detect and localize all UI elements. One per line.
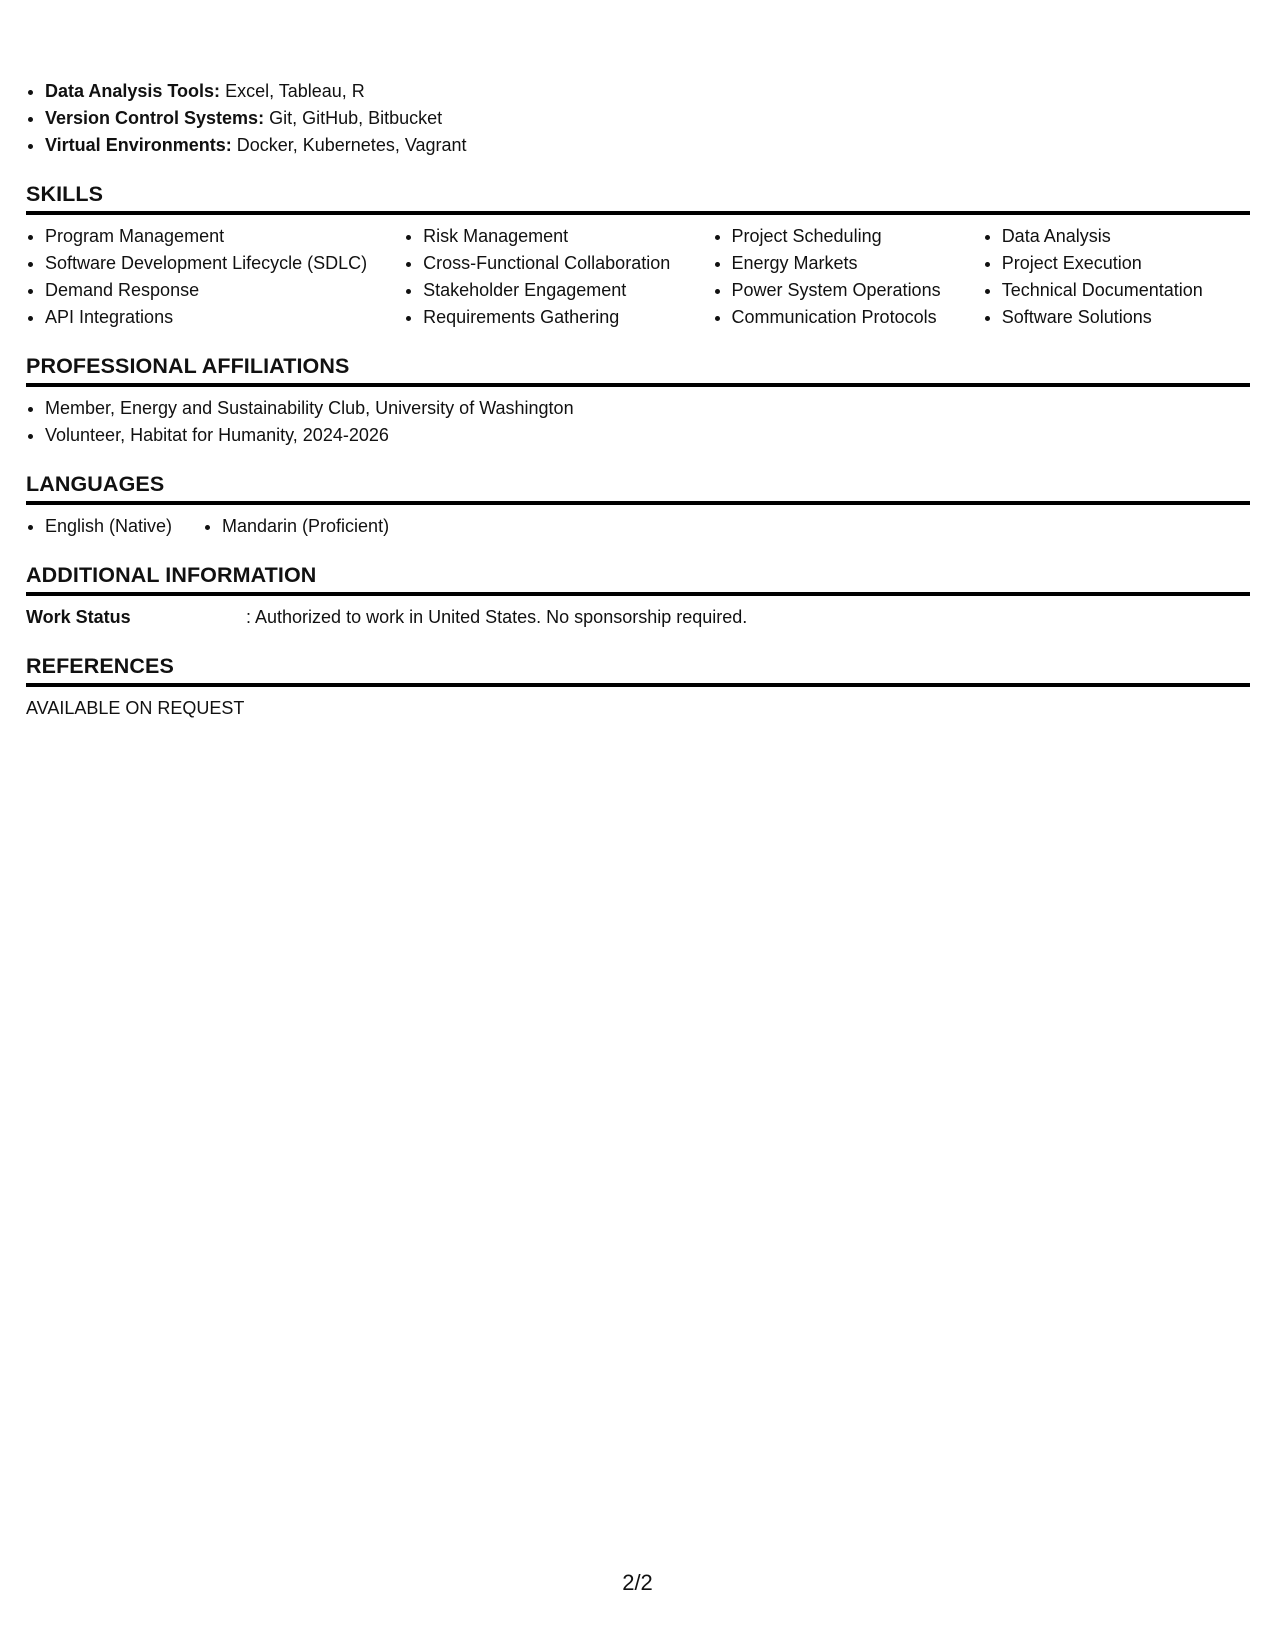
section-divider — [26, 592, 1250, 596]
list-item: • Demand Response — [45, 277, 404, 304]
list-item — [45, 78, 1250, 105]
list-item: • Program Management — [45, 223, 404, 250]
tool-category-label: Version Control Systems: — [45, 108, 265, 128]
list-item: • Project Scheduling — [732, 223, 983, 250]
tool-values: Excel, Tableau, R — [225, 81, 365, 101]
list-item: • Data Analysis — [1002, 223, 1250, 250]
tool-values: Git, GitHub, Bitbucket — [269, 108, 443, 128]
work-status-row — [26, 604, 1250, 631]
section-heading: REFERENCES — [26, 654, 174, 678]
list-item: • Project Execution — [1002, 250, 1250, 277]
list-item: • Software Development Lifecycle (SDLC) — [45, 250, 404, 277]
affiliations-list — [26, 395, 1250, 449]
tool-category-label: Data Analysis Tools: — [45, 81, 221, 101]
section-heading: ADDITIONAL INFORMATION — [26, 563, 317, 587]
tools-list — [26, 78, 1250, 159]
skills-column — [404, 223, 712, 331]
list-item: • English (Native) — [45, 513, 203, 540]
work-status-value: : Authorized to work in United States. No sponsorship required. — [246, 607, 748, 627]
skills-section — [26, 181, 1250, 331]
list-item: • Requirements Gathering — [423, 304, 712, 331]
list-item: • Energy Markets — [732, 250, 983, 277]
section-divider — [26, 501, 1250, 505]
languages-column — [203, 513, 389, 540]
skills-column — [713, 223, 983, 331]
section-divider — [26, 383, 1250, 387]
list-item: • Power System Operations — [732, 277, 983, 304]
affiliations-section — [26, 353, 1250, 449]
section-divider — [26, 683, 1250, 687]
list-item: • Member, Energy and Sustainability Club, University of Washington — [45, 395, 1250, 422]
languages-section — [26, 471, 1250, 540]
list-item: • Software Solutions — [1002, 304, 1250, 331]
languages-column — [26, 513, 203, 540]
resume-page — [26, 78, 1250, 722]
list-item: • Volunteer, Habitat for Humanity, 2024-2026 — [45, 422, 1250, 449]
languages-row — [26, 513, 1250, 540]
work-status-label: Work Status — [26, 607, 131, 627]
list-item — [45, 132, 1250, 159]
list-item: • Cross-Functional Collaboration — [423, 250, 712, 277]
list-item: • Technical Documentation — [1002, 277, 1250, 304]
tool-category-label: Virtual Environments: — [45, 135, 232, 155]
section-heading: SKILLS — [26, 182, 104, 206]
skills-column — [26, 223, 404, 331]
list-item: • API Integrations — [45, 304, 404, 331]
references-text: AVAILABLE ON REQUEST — [26, 698, 245, 718]
section-heading: PROFESSIONAL AFFILIATIONS — [26, 354, 350, 378]
list-item: • Stakeholder Engagement — [423, 277, 712, 304]
list-item: • Mandarin (Proficient) — [222, 513, 389, 540]
list-item: • Risk Management — [423, 223, 712, 250]
tool-values: Docker, Kubernetes, Vagrant — [236, 135, 467, 155]
section-heading: LANGUAGES — [26, 472, 165, 496]
list-item — [45, 105, 1250, 132]
additional-info-section — [26, 562, 1250, 631]
page-number: 2/2 — [622, 1570, 653, 1595]
skills-column — [983, 223, 1250, 331]
list-item: • Communication Protocols — [732, 304, 983, 331]
section-divider — [26, 211, 1250, 215]
skills-grid — [26, 223, 1250, 331]
references-section — [26, 653, 1250, 722]
